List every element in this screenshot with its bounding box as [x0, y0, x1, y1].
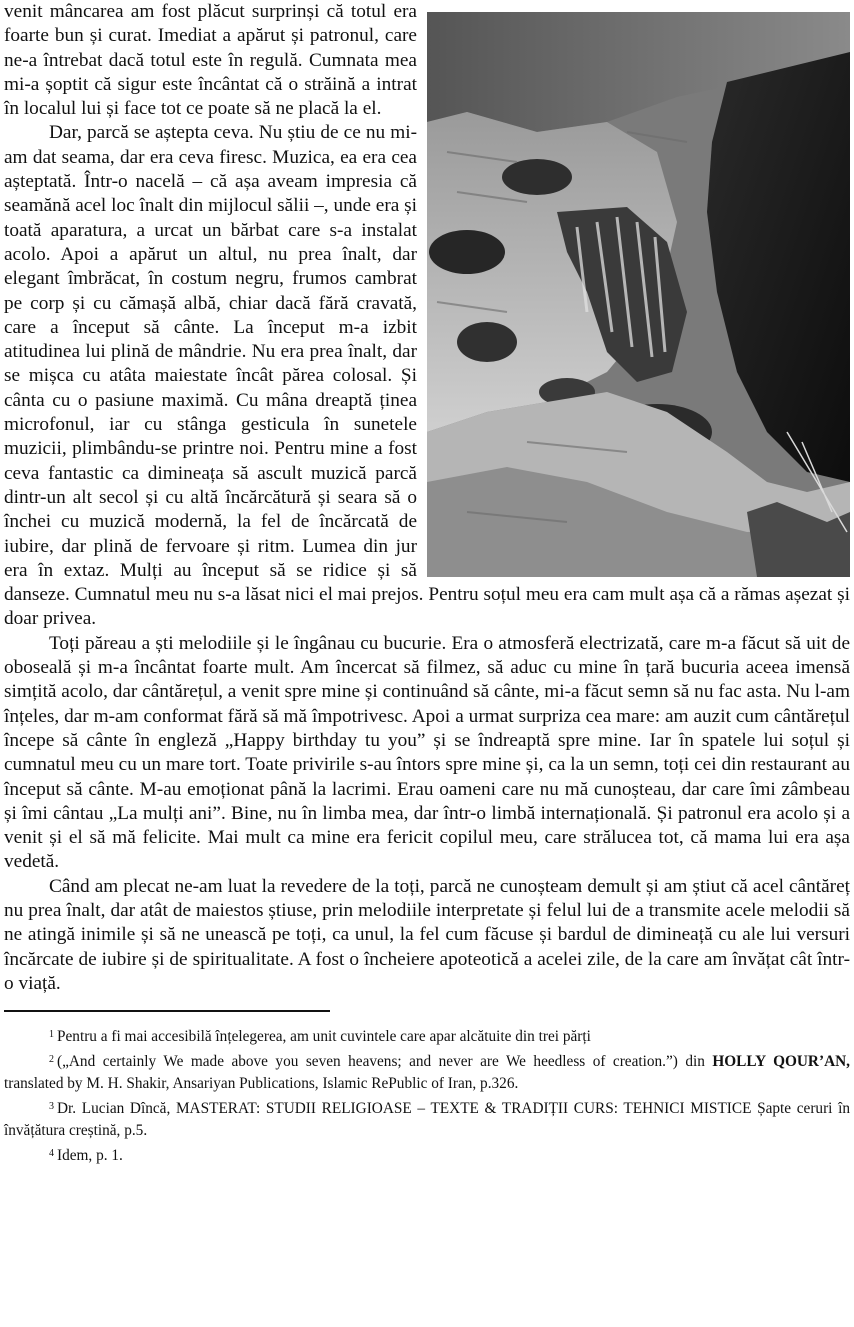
footnote-number: 4 [49, 1147, 54, 1159]
footnote-number: 1 [49, 1029, 54, 1041]
footnotes [4, 1024, 850, 1167]
footnote-text: Idem, p. 1. [57, 1146, 123, 1164]
footnote-1 [4, 1024, 850, 1049]
footnote-text: („And certainly We made above you seven heavens; and never are We heedless of creation.”) din [57, 1052, 713, 1070]
footnote-separator [4, 1010, 330, 1012]
canyon-photo [427, 12, 850, 577]
footnote-3 [4, 1096, 850, 1143]
footnote-number: 2 [49, 1053, 54, 1065]
document-page [4, 0, 850, 1167]
footnote-text: translated by M. H. Shakir, Ansariyan Publications, Islamic RePublic of Iran, p.326. [4, 1075, 519, 1093]
footnote-2 [4, 1049, 850, 1096]
canyon-photo-graphic [427, 12, 850, 577]
paragraph-2: Dar, parcă se aștepta ceva. Nu știu de ce nu mi-am dat seama, dar era ceva firesc. Muzica, ea era cea așteptată. Într-o nacelă – că așa aveam impresia că seamănă acel loc înalt din mijlocul sălii –, unde era și toată aparatura, a urcat un bărbat care s-a instalat acolo. Apoi a apărut un altul, nu prea înalt, dar elegant îmbrăcat, în costum negru, frumos cambrat pe corp și cu cămașă albă, chiar dacă fără cravată, care a început să cânte. La început m-a izbit atitudinea lui plină de mândrie. Nu era prea înalt, dar se mișca cu atâta maiestate încât părea colosal. Și cânta cu o pasiune maximă. Cu mâna dreaptă ținea microfonul, iar cu stânga gesticula în sunetele muzicii, plimbându-se printre noi. Pentru mine a fost ceva fantastic ca dimineața să ascult muzică parcă dintr-un alt secol și cu altă încărcătură și seara să o închei cu muzică modernă, la fel de încărcată de iubire, dar plină de fervoare și ritm. Lumea din jur era în extaz. Mulți au început să se ridice și să danseze. Cumnatul meu nu s-a lăsat nici el mai prejos. Pentru soțul meu era cam mult așa că a rămas așezat și doar privea. [4, 122, 850, 630]
paragraph-4: Când am plecat ne-am luat la revedere de la toți, parcă ne cunoșteam demult și am știut că acel cântăreț nu prea înalt, dar atât de maiestos știuse, prin melodiile interpretate și felul lui de a transmite acele melodii să ne atingă inimile și să ne unească pe toți, ca unul, la fel cum făcuse și bardul de dimineață cu ale lui versuri încărcate de iubire și de spiritualitate. A fost o încheiere apoteotică a acelei zile, de la care am învățat cât într-o viață. [4, 875, 850, 994]
paragraph-1: venit mâncarea am fost plăcut surprinși că totul era foarte bun și curat. Imediat a apărut și patronul, care ne-a întrebat dacă totul este în regulă. Cumnata mea mi-a șoptit că sigur este încântat că o străină a intrat în localul lui și face tot ce poate să ne placă la el. [4, 1, 417, 120]
footnote-text: Dr. Lucian Dîncă, MASTERAT: STUDII RELIGIOASE – TEXTE & TRADIȚII CURS: TEHNICI MISTICE Șapte ceruri în învățătura creștină, p.5. [4, 1099, 850, 1140]
footnote-number: 3 [49, 1100, 54, 1112]
footnote-bold-title: HOLLY QOUR’AN, [712, 1052, 850, 1070]
body-text [4, 0, 850, 996]
footnote-4 [4, 1143, 850, 1168]
footnote-text: Pentru a fi mai accesibilă înțelegerea, am unit cuvintele care apar alcătuite din trei părți [57, 1028, 591, 1046]
paragraph-3: Toți păreau a ști melodiile și le îngânau cu bucurie. Era o atmosferă electrizată, care m-a făcut să uit de oboseală și m-a încântat foarte mult. Am încercat să filmez, să aduc cu mine în țară bucuria aceea imensă simțită acolo, dar cântărețul, a venit spre mine și continuând să cânte, mi-a făcut semn să nu fac asta. Nu l-am înțeles, dar m-am conformat fără să mă împotrivesc. Apoi a urmat surpriza cea mare: am auzit cum cântărețul începe să cânte în engleză „Happy birthday tu you” și se îndreaptă spre mine. Iar în spatele lui soțul și cumnatul meu cu un mare tort. Toate privirile s-au întors spre mine și, ca la un semn, toți cei din restaurant au început să cânte. M-au emoționat până la lacrimi. Erau oameni care nu mă cunoșteau, dar care îmi zâmbeau și îmi cântau „La mulți ani”. Bine, nu în limba mea, dar într-o limbă internațională. Și patronul era acolo și a venit și el să mă felicite. Mai mult ca mine era fericit copilul meu, care strălucea tot, că mama lui era așa vedetă. [4, 632, 850, 873]
